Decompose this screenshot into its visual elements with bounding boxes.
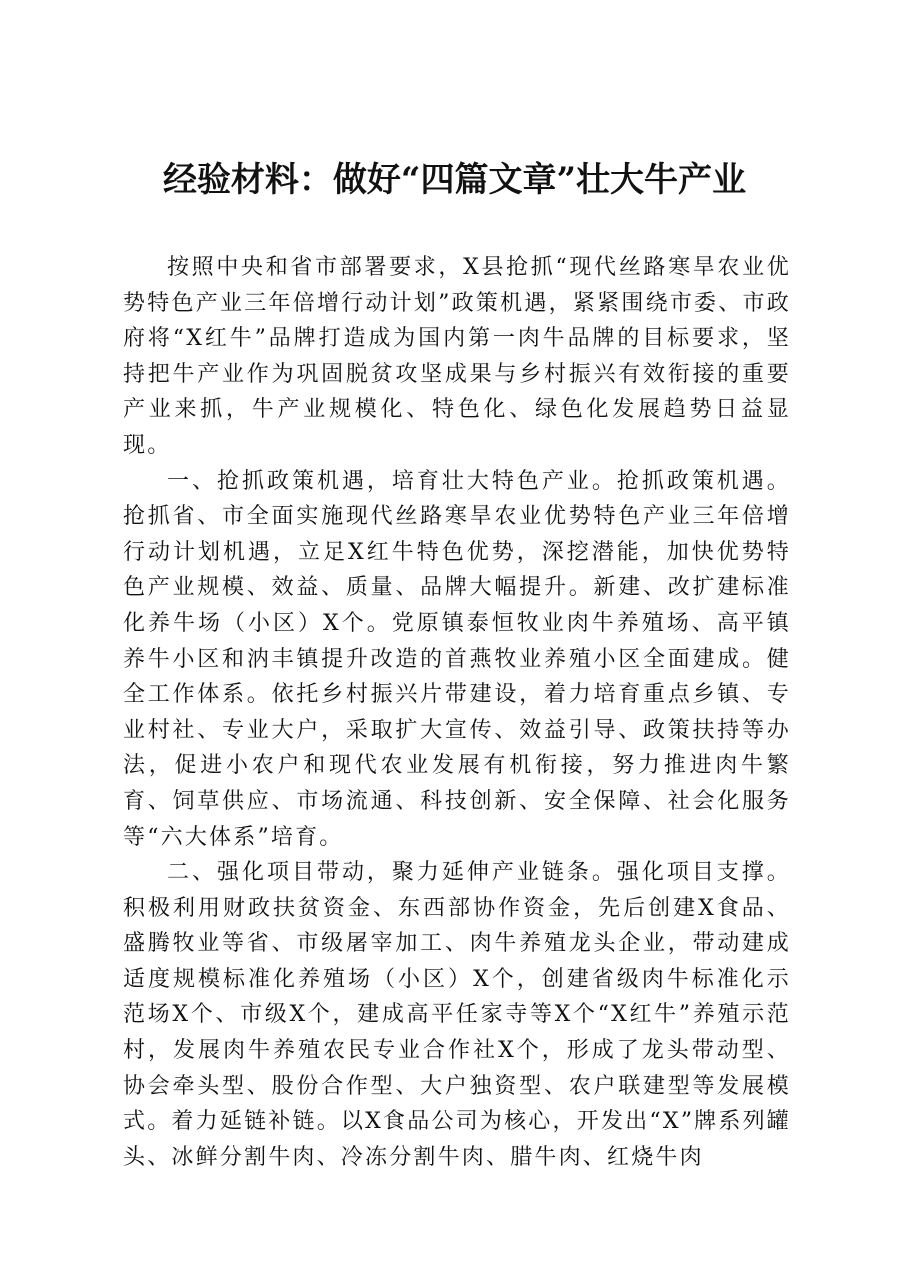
document-body <box>123 250 791 1175</box>
paragraph-section-1: 一、抢抓政策机遇，培育壮大特色产业。抢抓政策机遇。抢抓省、市全面实施现代丝路寒旱农业优势特色产业三年倍增行动计划机遇，立足X红牛特色优势，深挖潜能，加快优势特色产业规模、效益、质量、品牌大幅提升。新建、改扩建标准化养牛场（小区）X个。党原镇泰恒牧业肉牛养殖场、高平镇养牛小区和汭丰镇提升改造的首燕牧业养殖小区全面建成。健全工作体系。依托乡村振兴片带建设，着力培育重点乡镇、专业村社、专业大户，采取扩大宣传、效益引导、政策扶持等办法，促进小农户和现代农业发展有机衔接，努力推进肉牛繁育、饲草供应、市场流通、科技创新、安全保障、社会化服务等“六大体系”培育。 <box>123 468 791 850</box>
document-title: 经验材料：做好“四篇文章”壮大牛产业 <box>162 160 747 200</box>
paragraph-section-2: 二、强化项目带动，聚力延伸产业链条。强化项目支撑。积极利用财政扶贫资金、东西部协作资金，先后创建X食品、盛腾牧业等省、市级屠宰加工、肉牛养殖龙头企业，带动建成适度规模标准化养殖场（小区）X个，创建省级肉牛标准化示范场X个、市级X个，建成高平任家寺等X个“X红牛”养殖示范村，发展肉牛养殖农民专业合作社X个，形成了龙头带动型、协会牵头型、股份合作型、大户独资型、农户联建型等发展模式。着力延链补链。以X食品公司为核心，开发出“X”牌系列罐头、冰鲜分割牛肉、冷冻分割牛肉、腊牛肉、红烧牛肉 <box>123 860 791 1170</box>
paragraph-intro: 按照中央和省市部署要求，X县抢抓“现代丝路寒旱农业优势特色产业三年倍增行动计划”政策机遇，紧紧围绕市委、市政府将“X红牛”品牌打造成为国内第一肉牛品牌的目标要求，坚持把牛产业作为巩固脱贫攻坚成果与乡村振兴有效衔接的重要产业来抓，牛产业规模化、特色化、绿色化发展趋势日益显现。 <box>123 255 791 458</box>
